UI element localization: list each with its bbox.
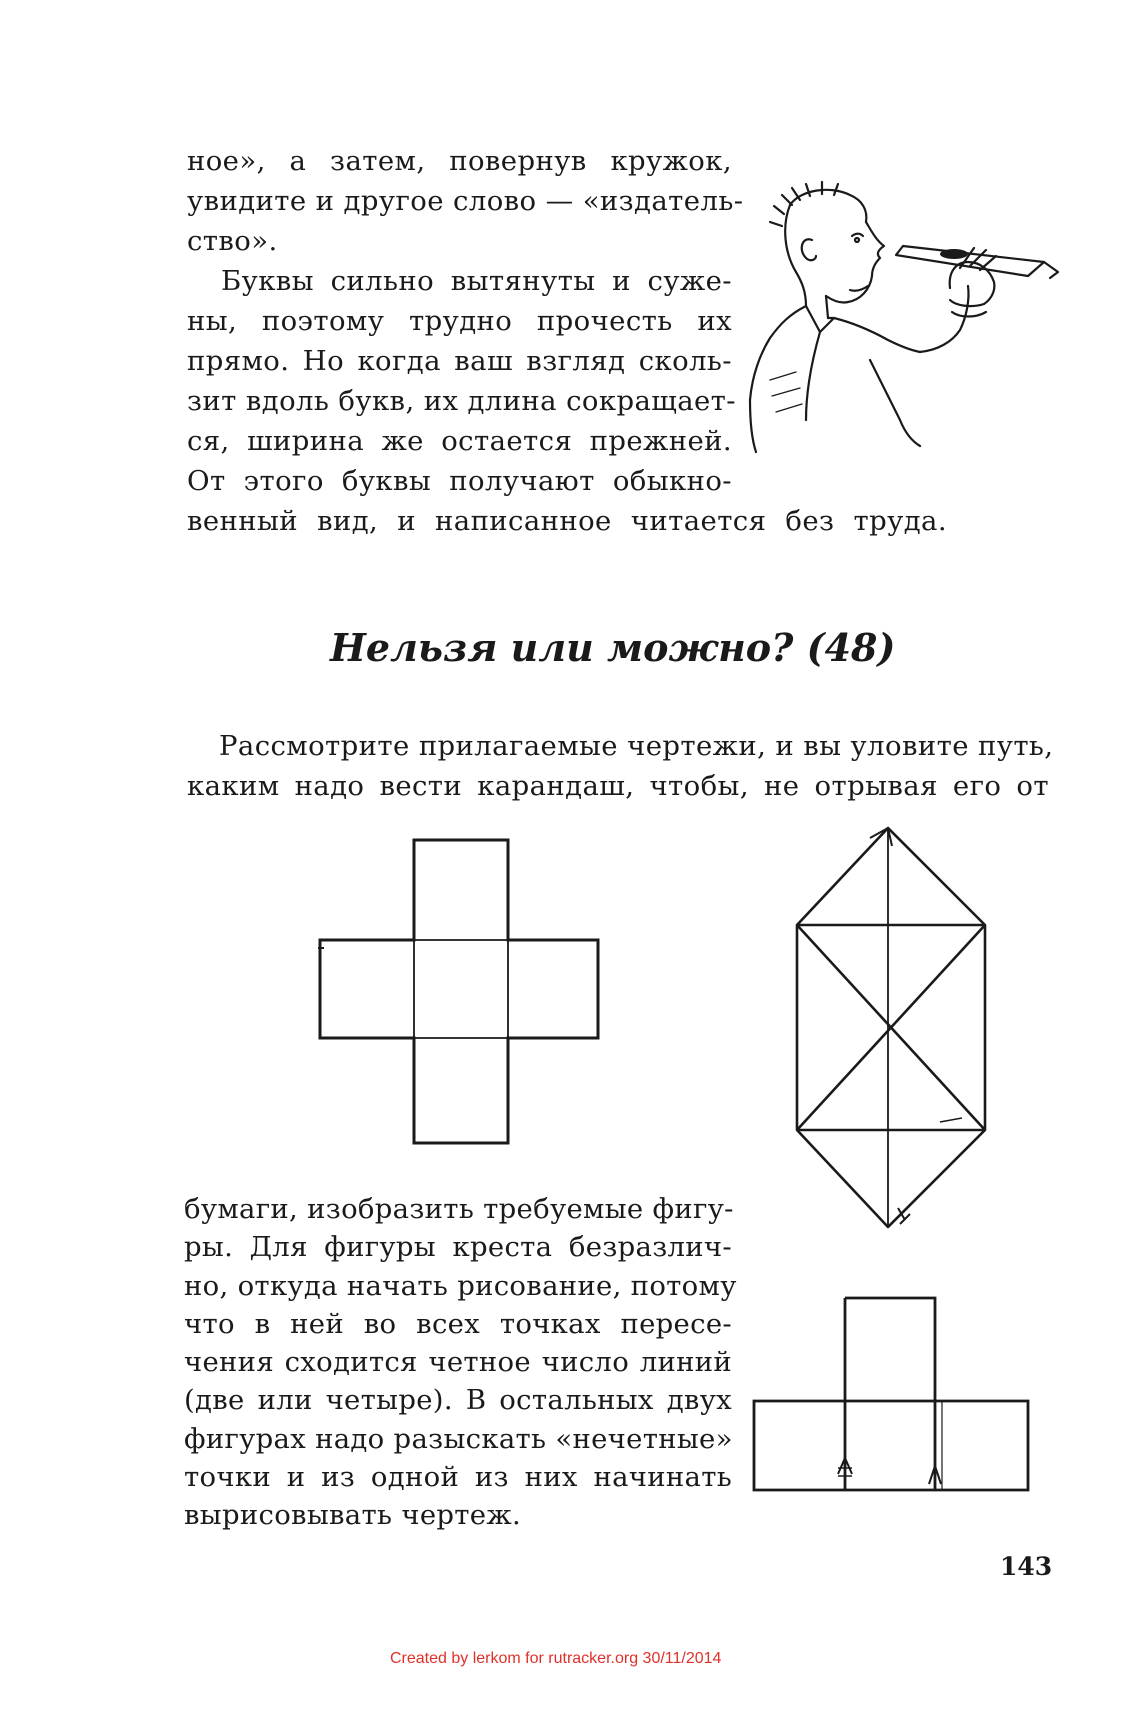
text-line: зит вдоль букв, их длина сокращает- [187, 385, 736, 417]
text-line: что в ней во всех точках пересе- [184, 1307, 732, 1340]
text-line: вырисовывать чертеж. [184, 1499, 522, 1532]
text-line: От этого буквы получают обыкно- [187, 465, 732, 497]
bottom-paragraph [184, 1190, 737, 1535]
text-line: Рассмотрите прилагаемые чертежи, и вы уловите путь, [219, 730, 1054, 762]
top-paragraph [187, 141, 947, 541]
text-line: чения сходится четное число линий [184, 1346, 732, 1379]
text-line: но, откуда начать рисование, потому [184, 1269, 737, 1302]
text-line: фигурах надо разыскать «нечетные» [184, 1422, 733, 1455]
text-line: ное», а затем, повернув кружок, [187, 145, 732, 177]
text-line: ры. Для фигуры креста безразлич- [184, 1231, 732, 1264]
text-line: венный вид, и написанное читается без труда. [187, 505, 947, 537]
page-number: 143 [1000, 1552, 1053, 1581]
section-title: Нельзя или можно? (48) [330, 625, 896, 670]
footer-credit: Created by lerkom for rutracker.org 30/11/2014 [390, 1650, 722, 1667]
text-line: точки и из одной из них начинать [184, 1461, 732, 1494]
text-line: каким надо вести карандаш, чтобы, не отрывая его от [187, 770, 1049, 802]
text-line: Буквы сильно вытянуты и суже- [221, 265, 732, 297]
text-line: (две или четыре). В остальных двух [184, 1384, 732, 1417]
text-line: бумаги, изобразить требуемые фигу- [184, 1193, 734, 1225]
text-line: прямо. Но когда ваш взгляд сколь- [187, 345, 732, 377]
text-line: ны, поэтому трудно прочесть их [187, 305, 732, 337]
text-line: ство». [187, 225, 278, 257]
text-line: ся, ширина же остается прежней. [187, 425, 732, 457]
text-line: увидите и другое слово — «издатель- [187, 185, 744, 217]
middle-paragraph [187, 726, 1054, 806]
